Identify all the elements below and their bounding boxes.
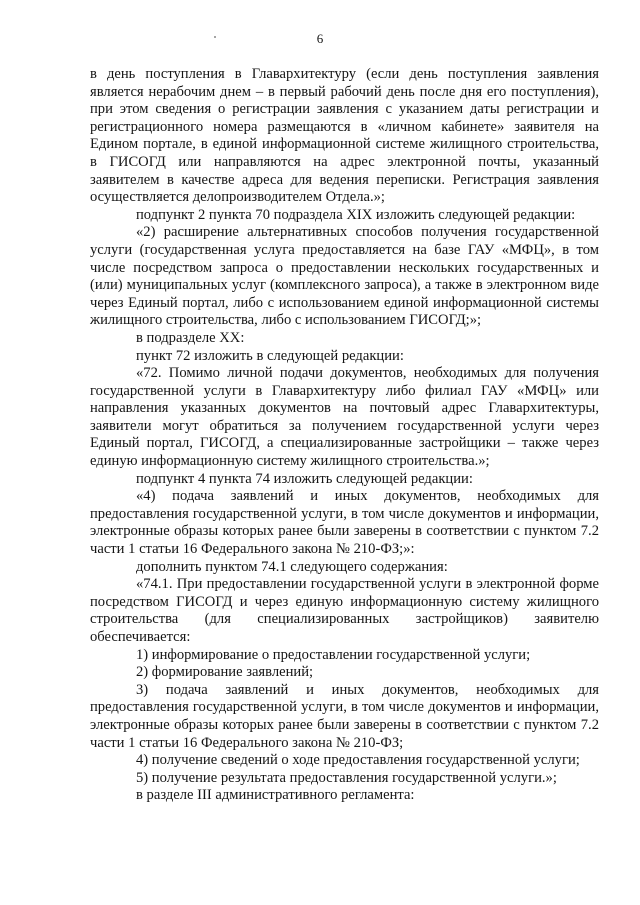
list-item-4: 4) получение сведений о ходе предоставления государственной услуги; (136, 752, 580, 769)
paragraph-section-iii: в разделе III административного регламента: (136, 787, 415, 804)
page-number: 6 (316, 31, 324, 46)
paragraph-clause-72-intro: пункт 72 изложить в следующей редакции: (136, 347, 404, 364)
list-item-5: 5) получение результата предоставления государственной услуги.»; (136, 769, 557, 786)
paragraph-clause-74-1-text: «74.1. При предоставлении государственной услуги в электронной форме посредством ГИСОГД и через единую информационную систему жилищного строительства (для специализированных застройщиков) заявителю обеспечивается: (90, 576, 599, 645)
list-item-1: 1) информирование о предоставлении государственной услуги; (136, 646, 531, 663)
list-item-3: 3) подача заявлений и иных документов, необходимых для предоставления государственной услуги, в том числе документов и информации, электронные образы которых ранее были заверены в соответствии с пунктом 7.2 части 1 статьи 16 Федерального закона № 210-ФЗ; (90, 681, 599, 751)
paragraph-registration-text: в день поступления в Главархитектуру (если день поступления заявления является нерабочим днем – в первый рабочий день после дня его поступления), при этом сведения о регистрации заявления с указанием даты регистрации и регистрационного номера размещаются в «личном кабинете» заявителя на Едином портале, в единой информационной системе жилищного строительства, в ГИСОГД или направляются на адрес электронной почты, указанный заявителем в качестве адреса для ведения переписки. Регистрация заявления осуществляется делопроизводителем Отдела.»; (90, 66, 599, 206)
paragraph-subclause-2-text: «2) расширение альтернативных способов получения государственной услуги (государственная услуга предоставляется на базе ГАУ «МФЦ», в том числе посредством запроса о предоставлении нескольких государственных и (или) муниципальных услуг (комплексного запроса), а также в электронном виде через Единый портал, либо с использованием единой информационной системы жилищного строительства, либо с использованием ГИСОГД;»; (90, 224, 599, 329)
paragraph-subclause-2-intro: подпункт 2 пункта 70 подраздела XIX изложить следующей редакции: (136, 206, 576, 223)
document-body (90, 66, 599, 805)
scan-speck (214, 36, 216, 38)
paragraph-subclause-4-text: «4) подача заявлений и иных документов, необходимых для предоставления государственной услуги, в том числе документов и информации, электронные образы которых ранее были заверены в соответствии с пунктом 7.2 части 1 статьи 16 Федерального закона № 210-ФЗ;»: (90, 488, 599, 558)
paragraph-clause-74-1-intro: дополнить пунктом 74.1 следующего содержания: (136, 558, 448, 575)
paragraph-clause-72-text: «72. Помимо личной подачи документов, необходимых для получения государственной услуги в Главархитектуру либо филиал ГАУ «МФЦ» или направления указанных документов на почтовый адрес Главархитектуры, заявители могут обратиться за получением государственной услуги через Единый портал, ГИСОГД, а специализированные застройщики – также через единую информационную систему жилищного строительства.»; (90, 365, 599, 470)
paragraph-subsection-xx: в подразделе XX: (136, 329, 245, 346)
list-item-2: 2) формирование заявлений; (136, 664, 314, 681)
paragraph-subclause-4-intro: подпункт 4 пункта 74 изложить следующей редакции: (136, 470, 473, 487)
